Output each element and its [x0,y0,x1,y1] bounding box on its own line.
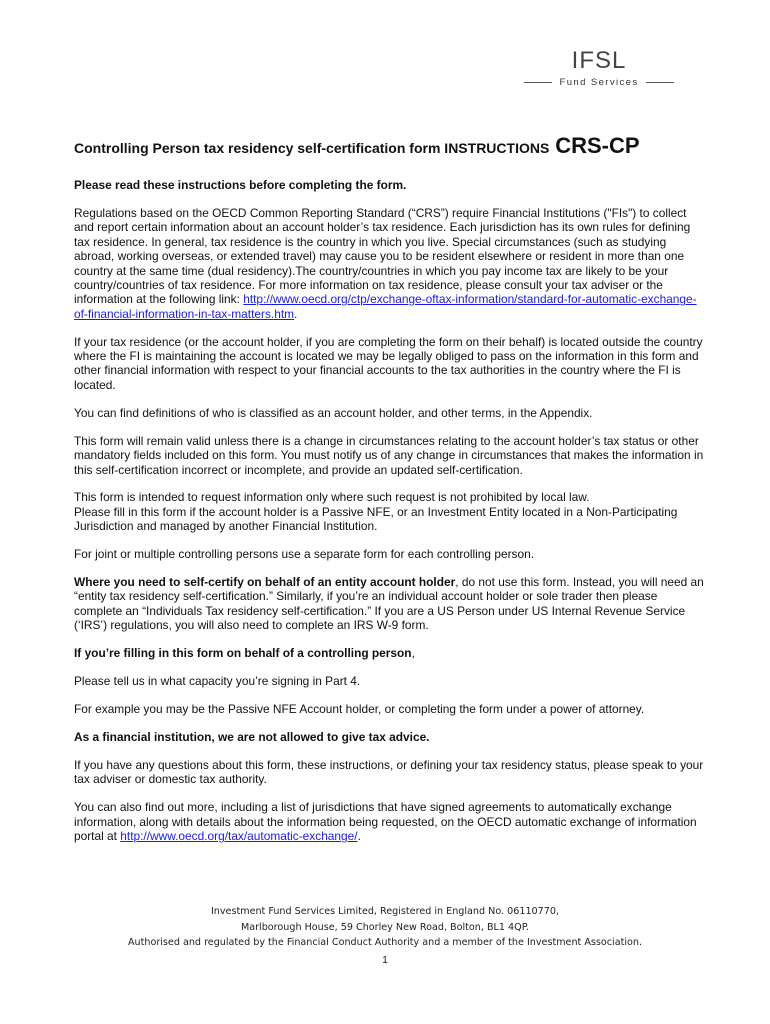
controlling-person-bold: If you’re filling in this form on behalf of a controlling person [74,646,412,661]
logo-sub-row [524,77,674,88]
local-law-line2: Please fill in this form if the account holder is a Passive NFE, or an Investment Entity located in a Non-Participating Jurisdiction and managed by another Financial Institution. [74,504,678,534]
logo-main-text: IFSL [571,47,627,74]
form-title-text: Controlling Person tax residency self-certification form INSTRUCTIONS [74,140,550,156]
logo-rule-left [524,82,552,83]
questions-paragraph: If you have any questions about this form, these instructions, or defining your tax residency status, please speak to your tax adviser or domestic tax authority. [74,757,704,787]
local-law-paragraph [74,490,704,533]
no-advice-paragraph [74,730,704,744]
regulations-end: . [294,306,298,321]
logo-sub-text: Fund Services [559,77,639,88]
page-number: 1 [382,955,388,966]
form-title [74,133,714,159]
entity-text: , do not use this form. Instead, you will need an “entity tax residency self-certification.” Similarly, if you’re an individual account holder or sole trader then please complete an “Individuals Tax residency self-certification.” If you are a US Person under US Internal Revenue Service (‘IRS’) regulations, you will also need to complete an IRS W-9 form. [74,575,704,633]
controlling-person-end: , [411,646,415,661]
regulations-text: Regulations based on the OECD Common Reporting Standard (“CRS”) require Financial Institutions ("FIs") to collect and report certain information about an account holder’s tax residence. Each jurisdiction has its own rules for defining tax residence. In general, tax residence is the country in which you live. Special circumstances (such as studying abroad, working overseas, or extended travel) may cause you to be resident elsewhere or resident in more than one country at the same time (dual residency).The country/countries in which you pay income tax are likely to be your country/countries of tax residence. For more information on tax residence, please consult your tax adviser or the information at the following link: [74,205,691,307]
entity-paragraph [74,575,704,633]
local-law-line1: This form is intended to request information only where such request is not prohibited by local law. [74,490,590,505]
entity-bold: Where you need to self-certify on behalf of an entity account holder [74,575,456,590]
footer-line-3: Authorised and regulated by the Financial Conduct Authority and a member of the Investment Association. [127,937,643,948]
joint-persons-paragraph: For joint or multiple controlling persons use a separate form for each controlling person. [74,547,535,562]
example-paragraph: For example you may be the Passive NFE Account holder, or completing the form under a power of attorney. [74,701,645,716]
intro-paragraph [74,178,704,192]
tax-residence-paragraph: If your tax residence (or the account holder, if you are completing the form on their behalf) is located outside the country where the FI is maintaining the account is located we may be legally obliged to pass on the information in this form and other financial information with respect to your financial accounts to the tax authorities in the country where the FI is located. [74,334,703,392]
page-footer [0,904,770,951]
no-advice-bold: As a financial institution, we are not allowed to give tax advice. [74,729,430,744]
find-out-more-end: . [357,828,361,843]
validity-paragraph: This form will remain valid unless there is a change in circumstances relating to the account holder’s tax status or other mandatory fields included on this form. You must notify us of any change in circumstances that makes the information in this self-certification incorrect or incomplete, and provide an updated self-certification. [74,433,704,477]
instructions-body [74,178,704,857]
form-code: CRS-CP [555,133,640,158]
definitions-paragraph: You can find definitions of who is classified as an account holder, and other terms, in the Appendix. [74,405,593,420]
intro-bold: Please read these instructions before completing the form. [74,178,407,192]
regulations-paragraph [74,206,704,321]
logo-rule-right [646,82,674,83]
controlling-person-heading [74,646,704,660]
find-out-more-text: You can also find out more, including a list of jurisdictions that have signed agreements to automatically exchange information, along with details about the information being requested, on the OECD automatic exchange of information portal at [74,800,697,843]
capacity-paragraph: Please tell us in what capacity you’re signing in Part 4. [74,674,361,689]
ifsl-logo [524,48,674,88]
footer-line-2: Marlborough House, 59 Chorley New Road, Bolton, BL1 4QP. [240,921,530,933]
oecd-crs-link[interactable]: http://www.oecd.org/ctp/exchange-oftax-information/standard-for-automatic-exchange-of-financial-information-in-tax-matters.htm [74,292,697,321]
footer-line-1: Investment Fund Services Limited, Registered in England No. 06110770, [210,906,560,917]
find-out-more-paragraph [74,800,704,843]
oecd-aeoi-link[interactable]: http://www.oecd.org/tax/automatic-exchange/ [120,828,358,843]
